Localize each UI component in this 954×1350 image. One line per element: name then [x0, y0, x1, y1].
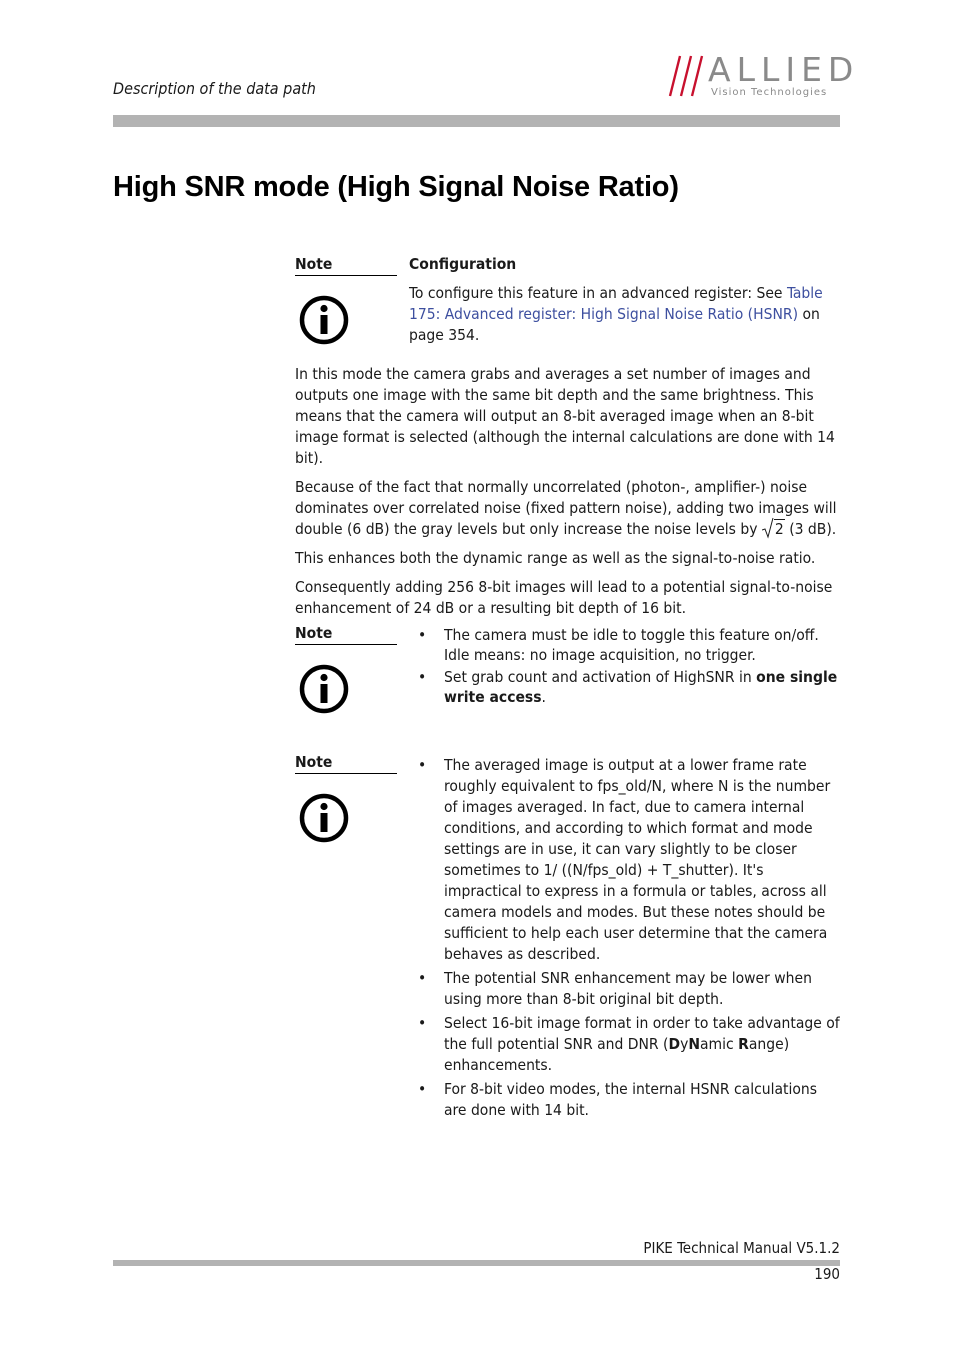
note-configuration: [409, 254, 839, 346]
footer-rule: [113, 1260, 840, 1266]
list-item: • Set grab count and activation of HighSNR in one single write access.: [416, 668, 840, 707]
info-icon: [298, 294, 350, 346]
list-item: • The potential SNR enhancement may be lower when using more than 8-bit original bit depth.: [416, 968, 840, 1010]
note-text: To configure this feature in an advanced register: See Table 175: Advanced register: High Signal Noise Ratio (HSNR) on page 354.: [409, 284, 823, 344]
section-title: Description of the data path: [113, 79, 316, 98]
page-heading: High SNR mode (High Signal Noise Ratio): [113, 171, 679, 203]
header-rule: [113, 115, 840, 127]
note-averaging: [416, 755, 840, 1124]
list-item: • For 8-bit video modes, the internal HSNR calculations are done with 14 bit.: [416, 1079, 840, 1121]
note-label: Note: [295, 624, 397, 645]
paragraph: In this mode the camera grabs and averages a set number of images and outputs one image with the same bit depth and the same brightness. This means that the camera will output an 8-bit averaged image when an 8-bit image format is selected (although the internal calculations are done with 14 bit).: [295, 365, 835, 467]
main-body: [295, 364, 840, 627]
paragraph: Consequently adding 256 8-bit images will lead to a potential signal-to-noise enhancement of 24 dB or a resulting bit depth of 16 bit.: [295, 578, 833, 617]
list-item: • The camera must be idle to toggle this feature on/off. Idle means: no image acquisition, no trigger.: [416, 626, 840, 665]
logo-subtitle: Vision Technologies: [711, 87, 828, 98]
list-item: • The averaged image is output at a lower frame rate roughly equivalent to fps_old/N, where N is the number of images averaged. In fact, due to camera internal conditions, and according to which format and mode settings are in use, it can vary slightly to be closer sometimes to 1/ ((N/fps_old) + T_shutter). It's impractical to express in a formula or tables, across all camera models and modes. But these notes should be sufficient to help each user determine that the camera behaves as described.: [416, 755, 840, 965]
list-item: • Select 16-bit image format in order to take advantage of the full potential SNR and DNR (DyNamic Range) enhancements.: [416, 1013, 840, 1076]
info-icon: [298, 663, 350, 715]
info-icon: [298, 792, 350, 844]
sqrt-icon: [762, 517, 774, 539]
paragraph: Because of the fact that normally uncorrelated (photon-, amplifier-) noise dominates over correlated noise (fixed pattern noise), adding two images will double (6 dB) the gray levels but only increase the noise levels by 2 (3 dB).: [295, 478, 837, 538]
paragraph: This enhances both the dynamic range as well as the signal-to-noise ratio.: [295, 549, 816, 567]
sqrt-expression: 2: [762, 519, 785, 540]
page-number: 190: [814, 1265, 840, 1283]
note-title: Configuration: [409, 255, 517, 273]
table-175-link[interactable]: Table 175: Advanced register: High Signal Noise Ratio (HSNR): [409, 284, 823, 323]
manual-title: PIKE Technical Manual V5.1.2: [643, 1239, 840, 1257]
note-label: Note: [295, 255, 397, 276]
note-label: Note: [295, 753, 397, 774]
logo-word: ALLIED: [708, 50, 860, 89]
allied-logo: [668, 50, 860, 102]
note-idle: [416, 626, 840, 710]
